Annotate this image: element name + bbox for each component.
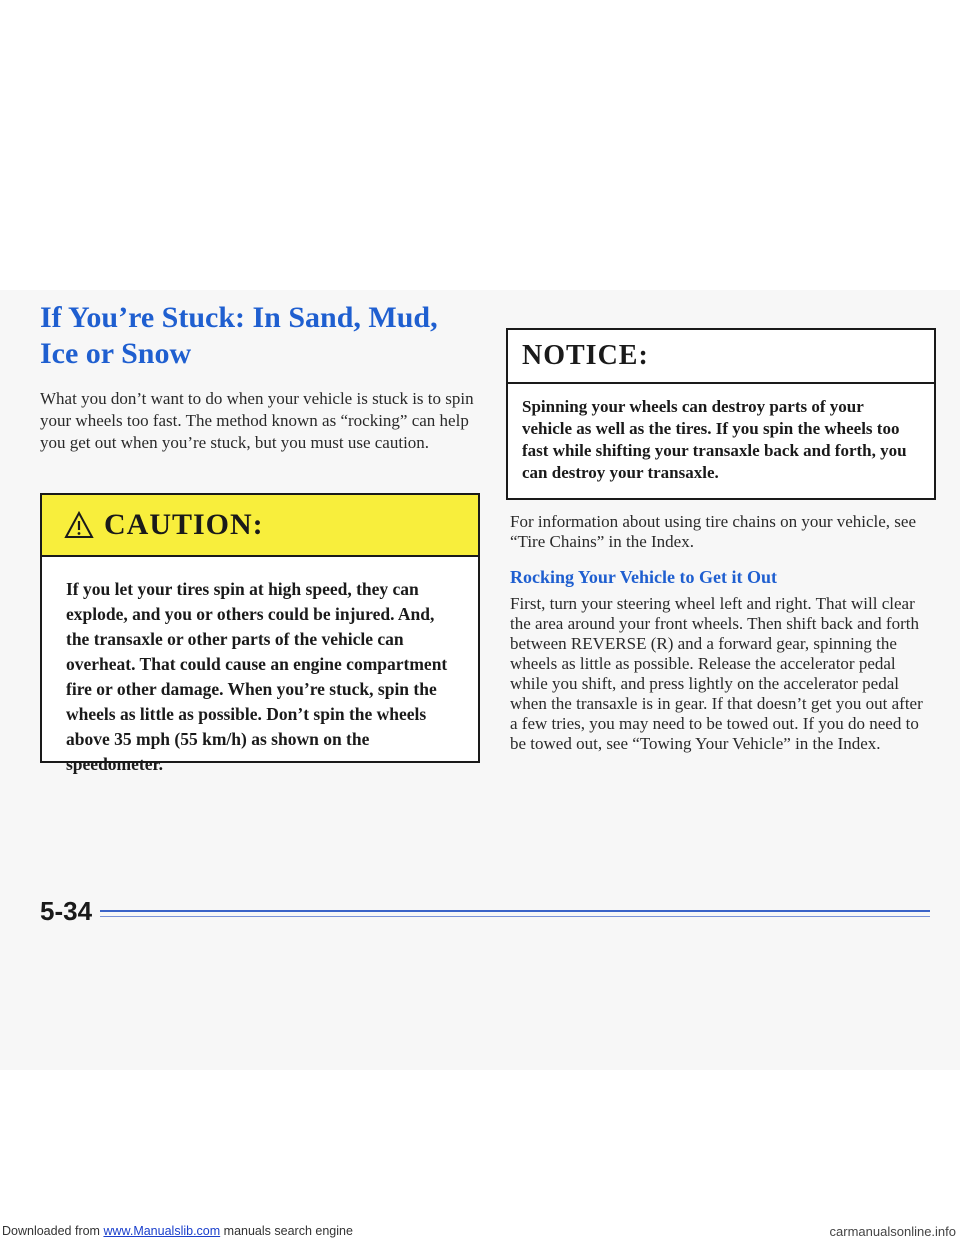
- caution-header: [42, 495, 478, 557]
- download-suffix: manuals search engine: [223, 1224, 353, 1238]
- download-prefix: Downloaded from: [2, 1224, 100, 1238]
- rocking-paragraph: First, turn your steering wheel left and right. That will clear the area around your front wheels. Then shift back and forth between REVERSE (R) and a forward gear, spinning the wheels as little as possible. Release the accelerator pedal while you shift, and press lightly on the accelerator pedal when the transaxle is in gear. If that doesn’t get you out after a few tries, you may need to be towed out. If you do need to be towed out, see “Towing Your Vehicle” in the Index.: [510, 594, 923, 753]
- notice-box: [506, 328, 936, 500]
- download-notice: [2, 1224, 353, 1238]
- notice-header: [508, 330, 934, 384]
- watermark-text: carmanualsonline.info: [829, 1224, 956, 1239]
- page-number: 5-34: [40, 896, 93, 926]
- footer-rule: [100, 910, 930, 917]
- section-title: If You’re Stuck: In Sand, Mud, Ice or Snow: [40, 301, 438, 370]
- download-footer: [0, 1222, 960, 1242]
- caution-label: CAUTION:: [104, 508, 264, 541]
- warning-triangle-icon: [64, 511, 94, 539]
- rocking-subheading: Rocking Your Vehicle to Get it Out: [510, 567, 778, 587]
- caution-text: If you let your tires spin at high speed, they can explode, and you or others could be injured. And, the transaxle or other parts of the vehicle can overheat. That could cause an engine compartment fire or other damage. When you’re stuck, spin the wheels as little as possible. Don’t spin the wheels above 35 mph (55 km/h) as shown on the speedometer.: [66, 579, 448, 774]
- tire-chains-paragraph: For information about using tire chains on your vehicle, see “Tire Chains” in the Index.: [510, 512, 917, 551]
- notice-text: Spinning your wheels can destroy parts of your vehicle as well as the tires. If you spin the wheels too fast while shifting your transaxle back and forth, you can destroy your transaxle.: [522, 397, 907, 482]
- intro-paragraph: What you don’t want to do when your vehicle is stuck is to spin your wheels too fast. The method known as “rocking” can help you get out when you’re stuck, but you must use caution.: [40, 389, 474, 452]
- caution-box: [40, 493, 480, 774]
- notice-label: NOTICE:: [522, 340, 649, 371]
- manualslib-link[interactable]: www.Manualslib.com: [103, 1224, 221, 1238]
